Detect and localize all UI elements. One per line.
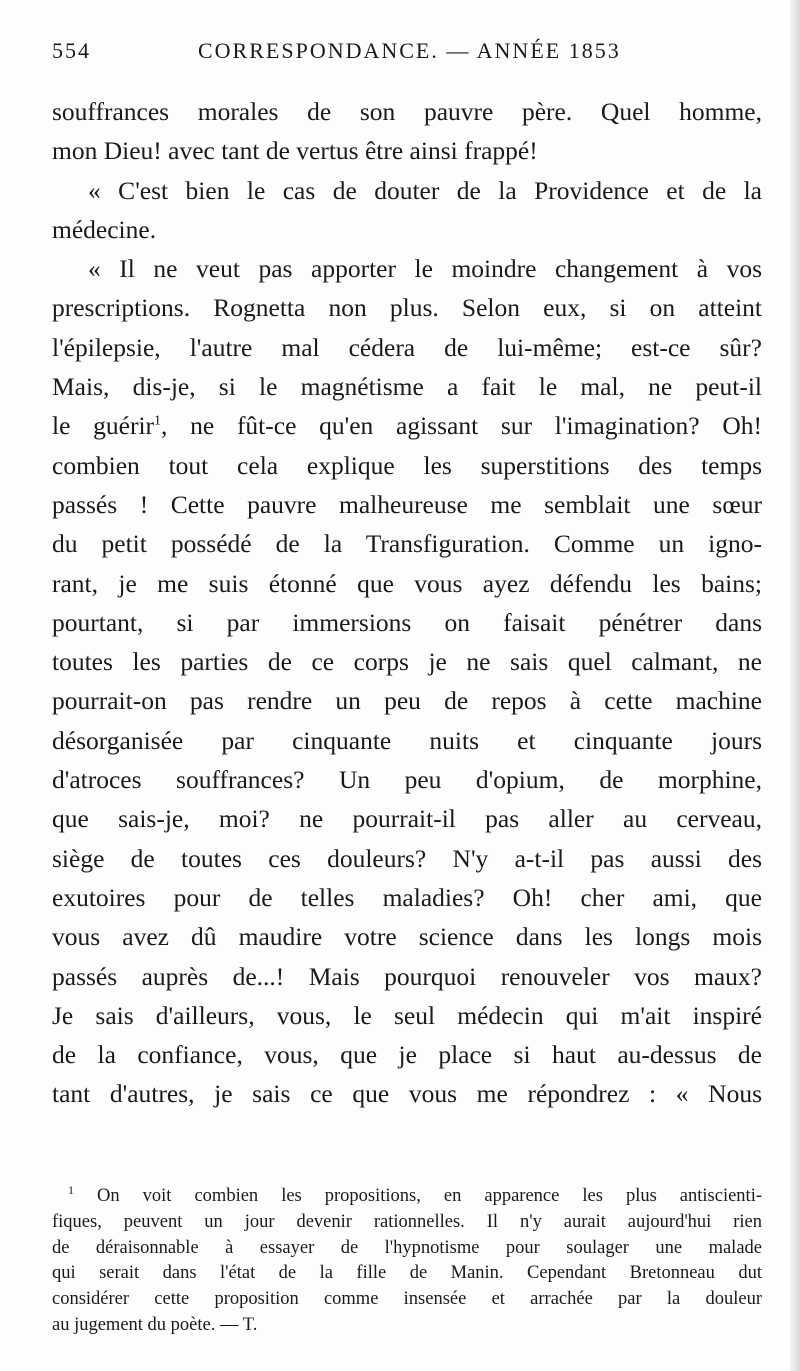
text-line: exutoires pour de telles maladies? Oh! cher ami, que	[52, 882, 762, 912]
footnote-line: au jugement du poète. — T.	[52, 1314, 258, 1335]
page-edge-shadow	[790, 0, 800, 1371]
footnote-line	[52, 1184, 762, 1210]
text-line: combien tout cela explique les superstitions des temps	[52, 450, 762, 480]
footnote-reference[interactable]: 1	[154, 413, 162, 429]
footnote	[52, 1184, 762, 1339]
page-header	[52, 38, 762, 68]
footnote-line: fiques, peuvent un jour devenir rationnelles. Il n'y aurait aujourd'hui rien	[52, 1211, 762, 1232]
text-line: que sais-je, moi? ne pourrait-il pas aller au cerveau,	[52, 804, 762, 834]
footnote-text: On voit combien les propositions, en apparence les plus antiscienti-	[97, 1186, 762, 1206]
text-line: désorganisée par cinquante nuits et cinquante jours	[52, 725, 762, 755]
text-fragment: , ne fût-ce qu'en agissant sur l'imagination? Oh!	[161, 411, 763, 441]
text-line: tant d'autres, je sais ce que vous me répondrez : « Nous	[52, 1079, 762, 1109]
text-line: souffrances morales de son pauvre père. Quel homme,	[52, 97, 762, 126]
running-head: CORRESPONDANCE. — ANNÉE 1853	[198, 38, 621, 63]
text-line: vous avez dû maudire votre science dans les longs mois	[52, 922, 762, 952]
text-line: siège de toutes ces douleurs? N'y a-t-il pas aussi des	[52, 843, 762, 873]
text-fragment: le guérir	[52, 411, 155, 441]
text-line: médecine.	[52, 214, 157, 244]
text-line: rant, je me suis étonné que vous ayez défendu les bains;	[52, 568, 762, 598]
page-number: 554	[52, 38, 91, 63]
text-line: pourrait-on pas rendre un peu de repos à cette machine	[52, 686, 762, 716]
text-line: prescriptions. Rognetta non plus. Selon eux, si on atteint	[52, 293, 762, 323]
text-line: passés ! Cette pauvre malheureuse me semblait une sœur	[52, 489, 762, 519]
text-line: pourtant, si par immersions on faisait pénétrer dans	[52, 607, 762, 637]
text-line: passés auprès de...! Mais pourquoi renouveler vos maux?	[52, 961, 762, 991]
text-line: d'atroces souffrances? Un peu d'opium, de morphine,	[52, 765, 762, 795]
main-text	[52, 92, 762, 1114]
footnote-line: qui serait dans l'état de la fille de Manin. Cependant Bretonneau dut	[52, 1263, 762, 1284]
text-line: du petit possédé de la Transfiguration. Comme un igno-	[52, 529, 762, 559]
footnote-line: considérer cette proposition comme insensée et arrachée par la douleur	[52, 1289, 762, 1310]
text-line: « Il ne veut pas apporter le moindre changement à vos	[88, 254, 762, 284]
footnote-line: de déraisonnable à essayer de l'hypnotisme pour soulager une malade	[52, 1237, 762, 1258]
text-line-with-footnote-ref	[52, 406, 762, 445]
text-line: Mais, dis-je, si le magnétisme a fait le mal, ne peut-il	[52, 372, 762, 402]
text-line: l'épilepsie, l'autre mal cédera de lui-même; est-ce sûr?	[52, 332, 762, 362]
footnote-marker: 1	[68, 1182, 74, 1197]
text-line: toutes les parties de ce corps je ne sais quel calmant, ne	[52, 647, 762, 677]
text-line: de la confiance, vous, que je place si haut au-dessus de	[52, 1040, 762, 1070]
text-line: Je sais d'ailleurs, vous, le seul médecin qui m'ait inspiré	[52, 1000, 762, 1030]
text-line: « C'est bien le cas de douter de la Providence et de la	[88, 175, 762, 205]
text-line: mon Dieu! avec tant de vertus être ainsi frappé!	[52, 136, 538, 166]
